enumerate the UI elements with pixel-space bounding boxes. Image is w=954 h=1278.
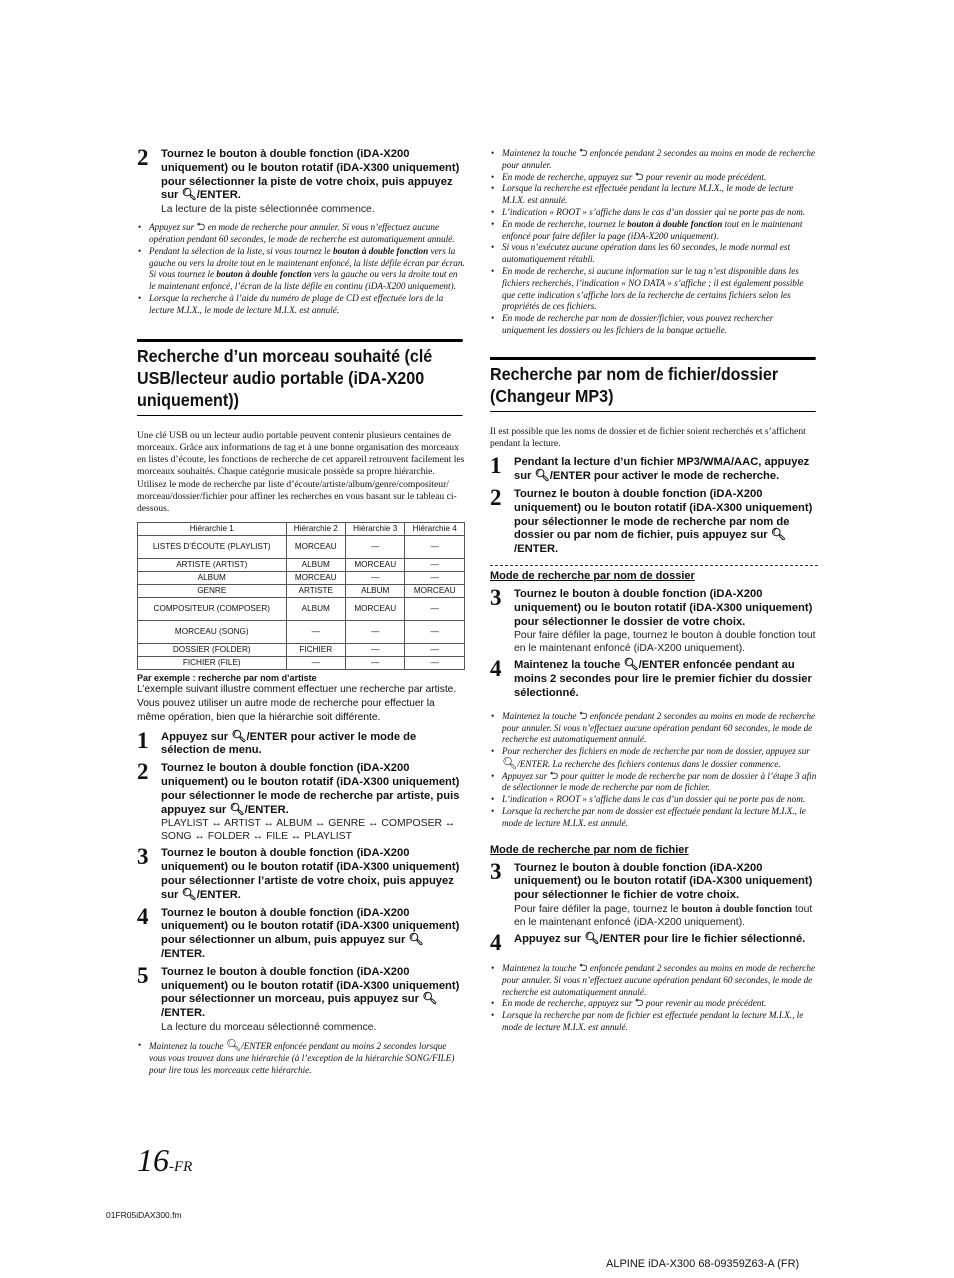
table-row: LISTES D’ÉCOUTE (PLAYLIST) MORCEAU — — xyxy=(138,535,465,558)
table-row: ARTISTE (ARTIST) ALBUM MORCEAU — xyxy=(138,558,465,571)
search-icon: 🔍︎ xyxy=(534,468,550,483)
return-icon: ⮌ xyxy=(196,221,206,234)
step-4: 4 Tournez le bouton à double fonction (iDA-X200 uniquement) ou le bouton rotatif (iDA-X300 uniquement) pour sélectionner un album, puis appuyez sur 🔍︎/ENTER. xyxy=(137,903,460,960)
file-mode-title: Mode de recherche par nom de fichier xyxy=(490,843,689,856)
page-number: 16-FR xyxy=(137,1142,193,1178)
file-step-3: 3 Tournez le bouton à double fonction (iDA-X200 uniquement) ou le bouton rotatif (iDA-X300 uniquement) pour sélectionner le fichier de votre choix. Pour faire défiler la page, tournez le bouton à double fonction tout en le maintenant enfoncé (iDA-X200 uniquement). xyxy=(490,858,813,929)
search-icon: 🔍︎ xyxy=(422,991,438,1006)
return-icon: ⮌ xyxy=(578,962,588,975)
bottom-notes: • Maintenez la touche 🔍︎/ENTER enfoncée pendant au moins 2 secondes lorsque vous vous trouvez dans une hiérarchie (à l’exception de la hiérarchie SONG/FILE) pour lire tous les morceaux cette hiérarchie. xyxy=(137,1040,465,1076)
step-2: 2 Tournez le bouton à double fonction (iDA-X200 uniquement) ou le bouton rotatif (iDA-X300 uniquement) pour sélectionner le mode de recherche par artiste, puis appuyez sur 🔍︎/ENTER. PLAYLIST ↔ ARTIST ↔ ALBUM ↔ GENRE ↔ COMPOSER ↔ SONG ↔ FOLDER ↔ FILE ↔ PLAYLIST xyxy=(137,759,460,843)
hierarchy-table xyxy=(137,522,465,670)
file-name: 01FR05iDAX300.fm xyxy=(106,1210,182,1220)
step-1: 1 Appuyez sur 🔍︎/ENTER pour activer le mode de sélection de menu. xyxy=(137,727,417,757)
file-step-4: 4 Appuyez sur 🔍︎/ENTER pour lire le fichier sélectionné. xyxy=(490,930,806,956)
search-icon: 🔍︎ xyxy=(502,755,518,770)
table-row: COMPOSITEUR (COMPOSER) ALBUM MORCEAU — xyxy=(138,597,465,620)
return-icon: ⮌ xyxy=(549,769,559,782)
intro-text: Une clé USB ou un lecteur audio portable peuvent contenir plusieurs centaines de morceaux. Grâce aux informations de tag et à une bonne organisation des morceaux en listes d’écoute, les fonctions de recherche de cet appareil retrouvent facilement les morceaux souhaités. Chaque catégorie musicale possède sa propre hiérarchie. Utilisez le mode de recherche par liste d’écoute/artiste/album/genre/compositeur/ morceau/dossier/fichier pour affiner les recherches en vous basant sur le tableau ci-dessous. xyxy=(137,429,465,515)
return-icon: ⮌ xyxy=(634,997,644,1010)
folder-step-4: 4 Maintenez la touche 🔍︎/ENTER enfoncée pendant au moins 2 secondes pour lire le premier fichier du dossier sélectionné. xyxy=(490,656,812,699)
search-icon: 🔍︎ xyxy=(231,728,247,743)
right-top-notes: • Maintenez la touche ⮌ enfoncée pendant 2 secondes au moins en mode de recherche pour annuler. • En mode de recherche, appuyez sur ⮌ pour revenir au mode précédent. • Lorsque la recherche est effectuée pendant la lecture M.I.X., le mode de lecture M.I.X. est annulé. • L’indication « ROOT » s’affiche dans le cas d’un dossier qui ne porte pas de nom. • En mode de recherche, tournez le bouton à double fonction tout en le maintenant enfoncé pour faire défiler la page (iDA-X200 uniquement). • Si vous n’exécutez aucune opération dans les 60 secondes, le mode normal est automatiquement rétabli. • En mode de recherche, si aucune information sur le tag n’est disponible dans les fichiers recherchés, l’indication « NO DATA » s’affiche ; il est également possible que cette indication s’affiche lors de la recherche de certains fichiers selon les propriétés de ces fichiers. • En mode de recherche par nom de dossier/fichier, vous pouvez rechercher uniquement les dossiers ou les fichiers de la banque actuelle. xyxy=(490,148,818,337)
search-icon: 🔍︎ xyxy=(584,931,600,946)
section-title-mp3: Recherche par nom de fichier/dossier (Changeur MP3) xyxy=(490,357,816,412)
folder-step-3: 3 Tournez le bouton à double fonction (iDA-X200 uniquement) ou le bouton rotatif (iDA-X300 uniquement) pour sélectionner le dossier de votre choix. Pour faire défiler la page, tournez le bouton à double fonction tout en le maintenant enfoncé (iDA-X200 uniquement). xyxy=(490,584,816,655)
table-row: ALBUM MORCEAU — — xyxy=(138,571,465,584)
table-row: GENRE ARTISTE ALBUM MORCEAU xyxy=(138,584,465,597)
step-number: 2 xyxy=(137,145,149,170)
left-column xyxy=(137,144,465,1076)
section-title-usb: Recherche d’un morceau souhaité (clé USB/lecteur audio portable (iDA-X200 uniquement)) xyxy=(137,339,463,416)
step-3: 3 Tournez le bouton à double fonction (iDA-X200 uniquement) ou le bouton rotatif (iDA-X300 uniquement) pour sélectionner l’artiste de votre choix, puis appuyez sur 🔍︎/ENTER. xyxy=(137,844,460,901)
search-icon: 🔍︎ xyxy=(229,801,245,816)
file-notes: • Maintenez la touche ⮌ enfoncée pendant 2 secondes au moins en mode de recherche pour annuler. Si vous n’effectuez aucune opération pendant 60 secondes, le mode de recherche est automatiquement annulé. • En mode de recherche, appuyez sur ⮌ pour revenir au mode précédent. • Lorsque la recherche par nom de fichier est effectuée pendant la lecture M.I.X., le mode de lecture M.I.X. est annulé. xyxy=(490,963,818,1034)
search-icon: 🔍︎ xyxy=(181,886,197,901)
folder-mode-title: Mode de recherche par nom de dossier xyxy=(490,569,695,582)
mp3-intro: Il est possible que les noms de dossier et de fichier soient recherchés et s’affichent pendant la lecture. xyxy=(490,425,806,450)
top-notes: • Appuyez sur ⮌ en mode de recherche pour annuler. Si vous n’effectuez aucune opération pendant 60 secondes, le mode de recherche est automatiquement annulé. • Pendant la sélection de la liste, si vous tournez le bouton à double fonction vers la gauche ou vers la droite tout en le maintenant enfoncé, la liste défile écran par écran. Si vous tournez le bouton à double fonction vers la gauche ou vers la droite tout en le maintenant enfoncé, l’écran de la liste défile en continu (iDA-X200 uniquement). • Lorsque la recherche à l’aide du numéro de plage de CD est effectuée lors de la lecture M.I.X., le mode de lecture M.I.X. est annulé. xyxy=(137,222,465,316)
return-icon: ⮌ xyxy=(578,709,588,722)
example-title: Par exemple : recherche par nom d’artiste xyxy=(137,672,317,683)
search-icon: 🔍︎ xyxy=(770,527,786,542)
search-icon: 🔍︎ xyxy=(225,1037,242,1052)
dashed-divider xyxy=(490,565,818,566)
return-icon: ⮌ xyxy=(578,147,588,159)
search-icon: 🔍︎ xyxy=(408,932,424,947)
mp3-step-2: 2 Tournez le bouton à double fonction (iDA-X200 uniquement) ou le bouton rotatif (iDA-X300 uniquement) pour sélectionner le mode de recherche par nom de dossier ou par nom de fichier, puis appuyez sur 🔍︎/ENTER. xyxy=(490,484,813,556)
search-icon: 🔍︎ xyxy=(623,657,639,672)
footer-text: ALPINE iDA-X300 68-09359Z63-A (FR) xyxy=(606,1258,800,1270)
return-icon: ⮌ xyxy=(634,170,644,183)
mp3-step-1: 1 Pendant la lecture d’un fichier MP3/WMA/AAC, appuyez sur 🔍︎/ENTER pour activer le mode de recherche. xyxy=(490,453,810,483)
table-row: MORCEAU (SONG) — — — xyxy=(138,620,465,643)
right-column xyxy=(490,144,818,1034)
step-2-select-track: 2 Tournez le bouton à double fonction (iDA-X200 uniquement) ou le bouton rotatif (iDA-X300 uniquement) pour sélectionner la piste de votre choix, puis appuyez sur 🔍︎/ENTER. La lecture de la piste sélectionnée commence. xyxy=(137,145,460,216)
step-5: 5 Tournez le bouton à double fonction (iDA-X200 uniquement) ou le bouton rotatif (iDA-X300 uniquement) pour sélectionner un morceau, puis appuyez sur 🔍︎/ENTER. La lecture du morceau sélectionné commence. xyxy=(137,962,460,1033)
folder-notes: • Maintenez la touche ⮌ enfoncée pendant 2 secondes au moins en mode de recherche pour annuler. Si vous n’effectuez aucune opération pendant 60 secondes, le mode de recherche est automatiquement annulé. • Pour rechercher des fichiers en mode de recherche par nom de dossier, appuyez sur 🔍︎/ENTER. La recherche des fichiers contenus dans le dossier commence. • Appuyez sur ⮌ pour quitter le mode de recherche par nom de dossier à l’étape 3 afin de sélectionner le mode de recherche par nom de fichier. • L’indication « ROOT » s’affiche dans le cas d’un dossier qui ne porte pas de nom. • Lorsque la recherche par nom de dossier est effectuée pendant la lecture M.I.X., le mode de lecture M.I.X. est annulé. xyxy=(490,711,818,830)
table-row: FICHIER (FILE) — — — xyxy=(138,656,465,669)
search-icon: 🔍︎ xyxy=(181,187,197,202)
table-row: DOSSIER (FOLDER) FICHIER — — xyxy=(138,643,465,656)
example-text: L’exemple suivant illustre comment effectuer une recherche par artiste. Vous pouvez utiliser un autre mode de recherche pour effectuer la même opération, bien que la hiérarchie soit différente. xyxy=(137,683,457,723)
table-header-row: Hiérarchie 1 Hiérarchie 2 Hiérarchie 3 Hiérarchie 4 xyxy=(138,522,465,535)
